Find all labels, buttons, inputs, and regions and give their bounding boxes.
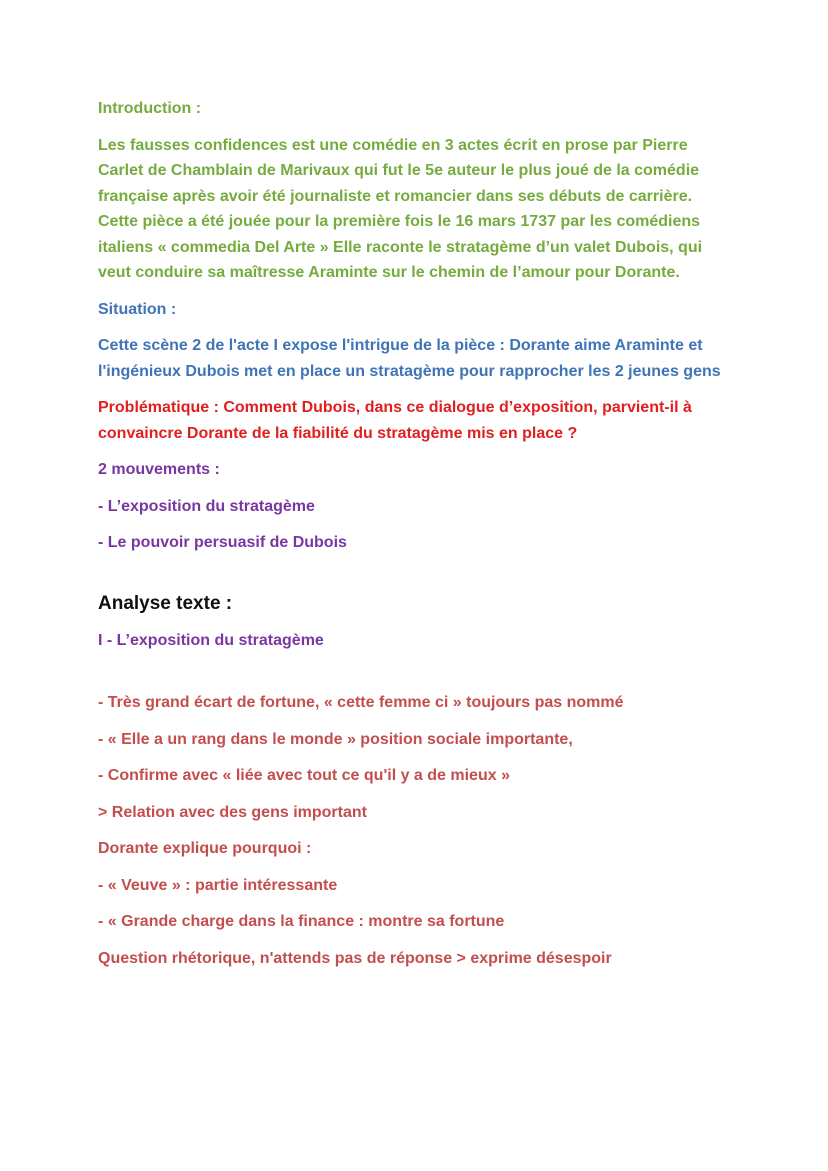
analyse-line-5: Dorante explique pourquoi : xyxy=(98,840,312,857)
problematique-paragraph: Problématique : Comment Dubois, dans ce dialogue d’exposition, parvient-il à convaincre Dorante de la fiabilité du stratagème mis en place ? xyxy=(98,399,692,442)
situation-heading: Situation : xyxy=(98,300,177,318)
analyse-line-8: Question rhétorique, n'attends pas de réponse > exprime désespoir xyxy=(98,949,612,967)
analyse-line-1: - Très grand écart de fortune, « cette femme ci » toujours pas nommé xyxy=(98,694,624,711)
intro-heading: Introduction : xyxy=(98,100,202,117)
analyse-line-4: > Relation avec des gens important xyxy=(98,803,367,821)
analyse-line-7: - « Grande charge dans la finance : montre sa fortune xyxy=(98,913,505,930)
analyse-heading: Analyse texte : xyxy=(98,592,233,614)
spacer xyxy=(98,664,738,690)
mouvements-heading: 2 mouvements : xyxy=(98,461,220,478)
situation-paragraph: Cette scène 2 de l'acte I expose l'intrigue de la pièce : Dorante aime Araminte et l'ingénieux Dubois met en place un stratagème pour rapprocher les 2 jeunes gens xyxy=(98,337,721,380)
analyse-line-2: - « Elle a un rang dans le monde » position sociale importante, xyxy=(98,730,573,748)
spacer xyxy=(98,567,738,591)
analyse-line-3: - Confirme avec « liée avec tout ce qu'il y a de mieux » xyxy=(98,767,510,784)
analyse-line-6: - « Veuve » : partie intéressante xyxy=(98,876,338,894)
mouvement-item-1: - L’exposition du stratagème xyxy=(98,497,315,515)
analyse-part-title: I - L’exposition du stratagème xyxy=(98,631,324,649)
mouvement-item-2: - Le pouvoir persuasif de Dubois xyxy=(98,534,347,551)
document-page xyxy=(98,96,738,982)
intro-paragraph: Les fausses confidences est une comédie en 3 actes écrit en prose par Pierre Carlet de Chamblain de Marivaux qui fut le 5e auteur le plus joué de la comédie française après avoir été journaliste et romancier dans ses débuts de carrière. Cette pièce a été jouée pour la première fois le 16 mars 1737 par les comédiens italiens « commedia Del Arte » Elle raconte le stratagème d’un valet Dubois, qui veut conduire sa maîtresse Araminte sur le chemin de l’amour pour Dorante. xyxy=(98,136,703,281)
